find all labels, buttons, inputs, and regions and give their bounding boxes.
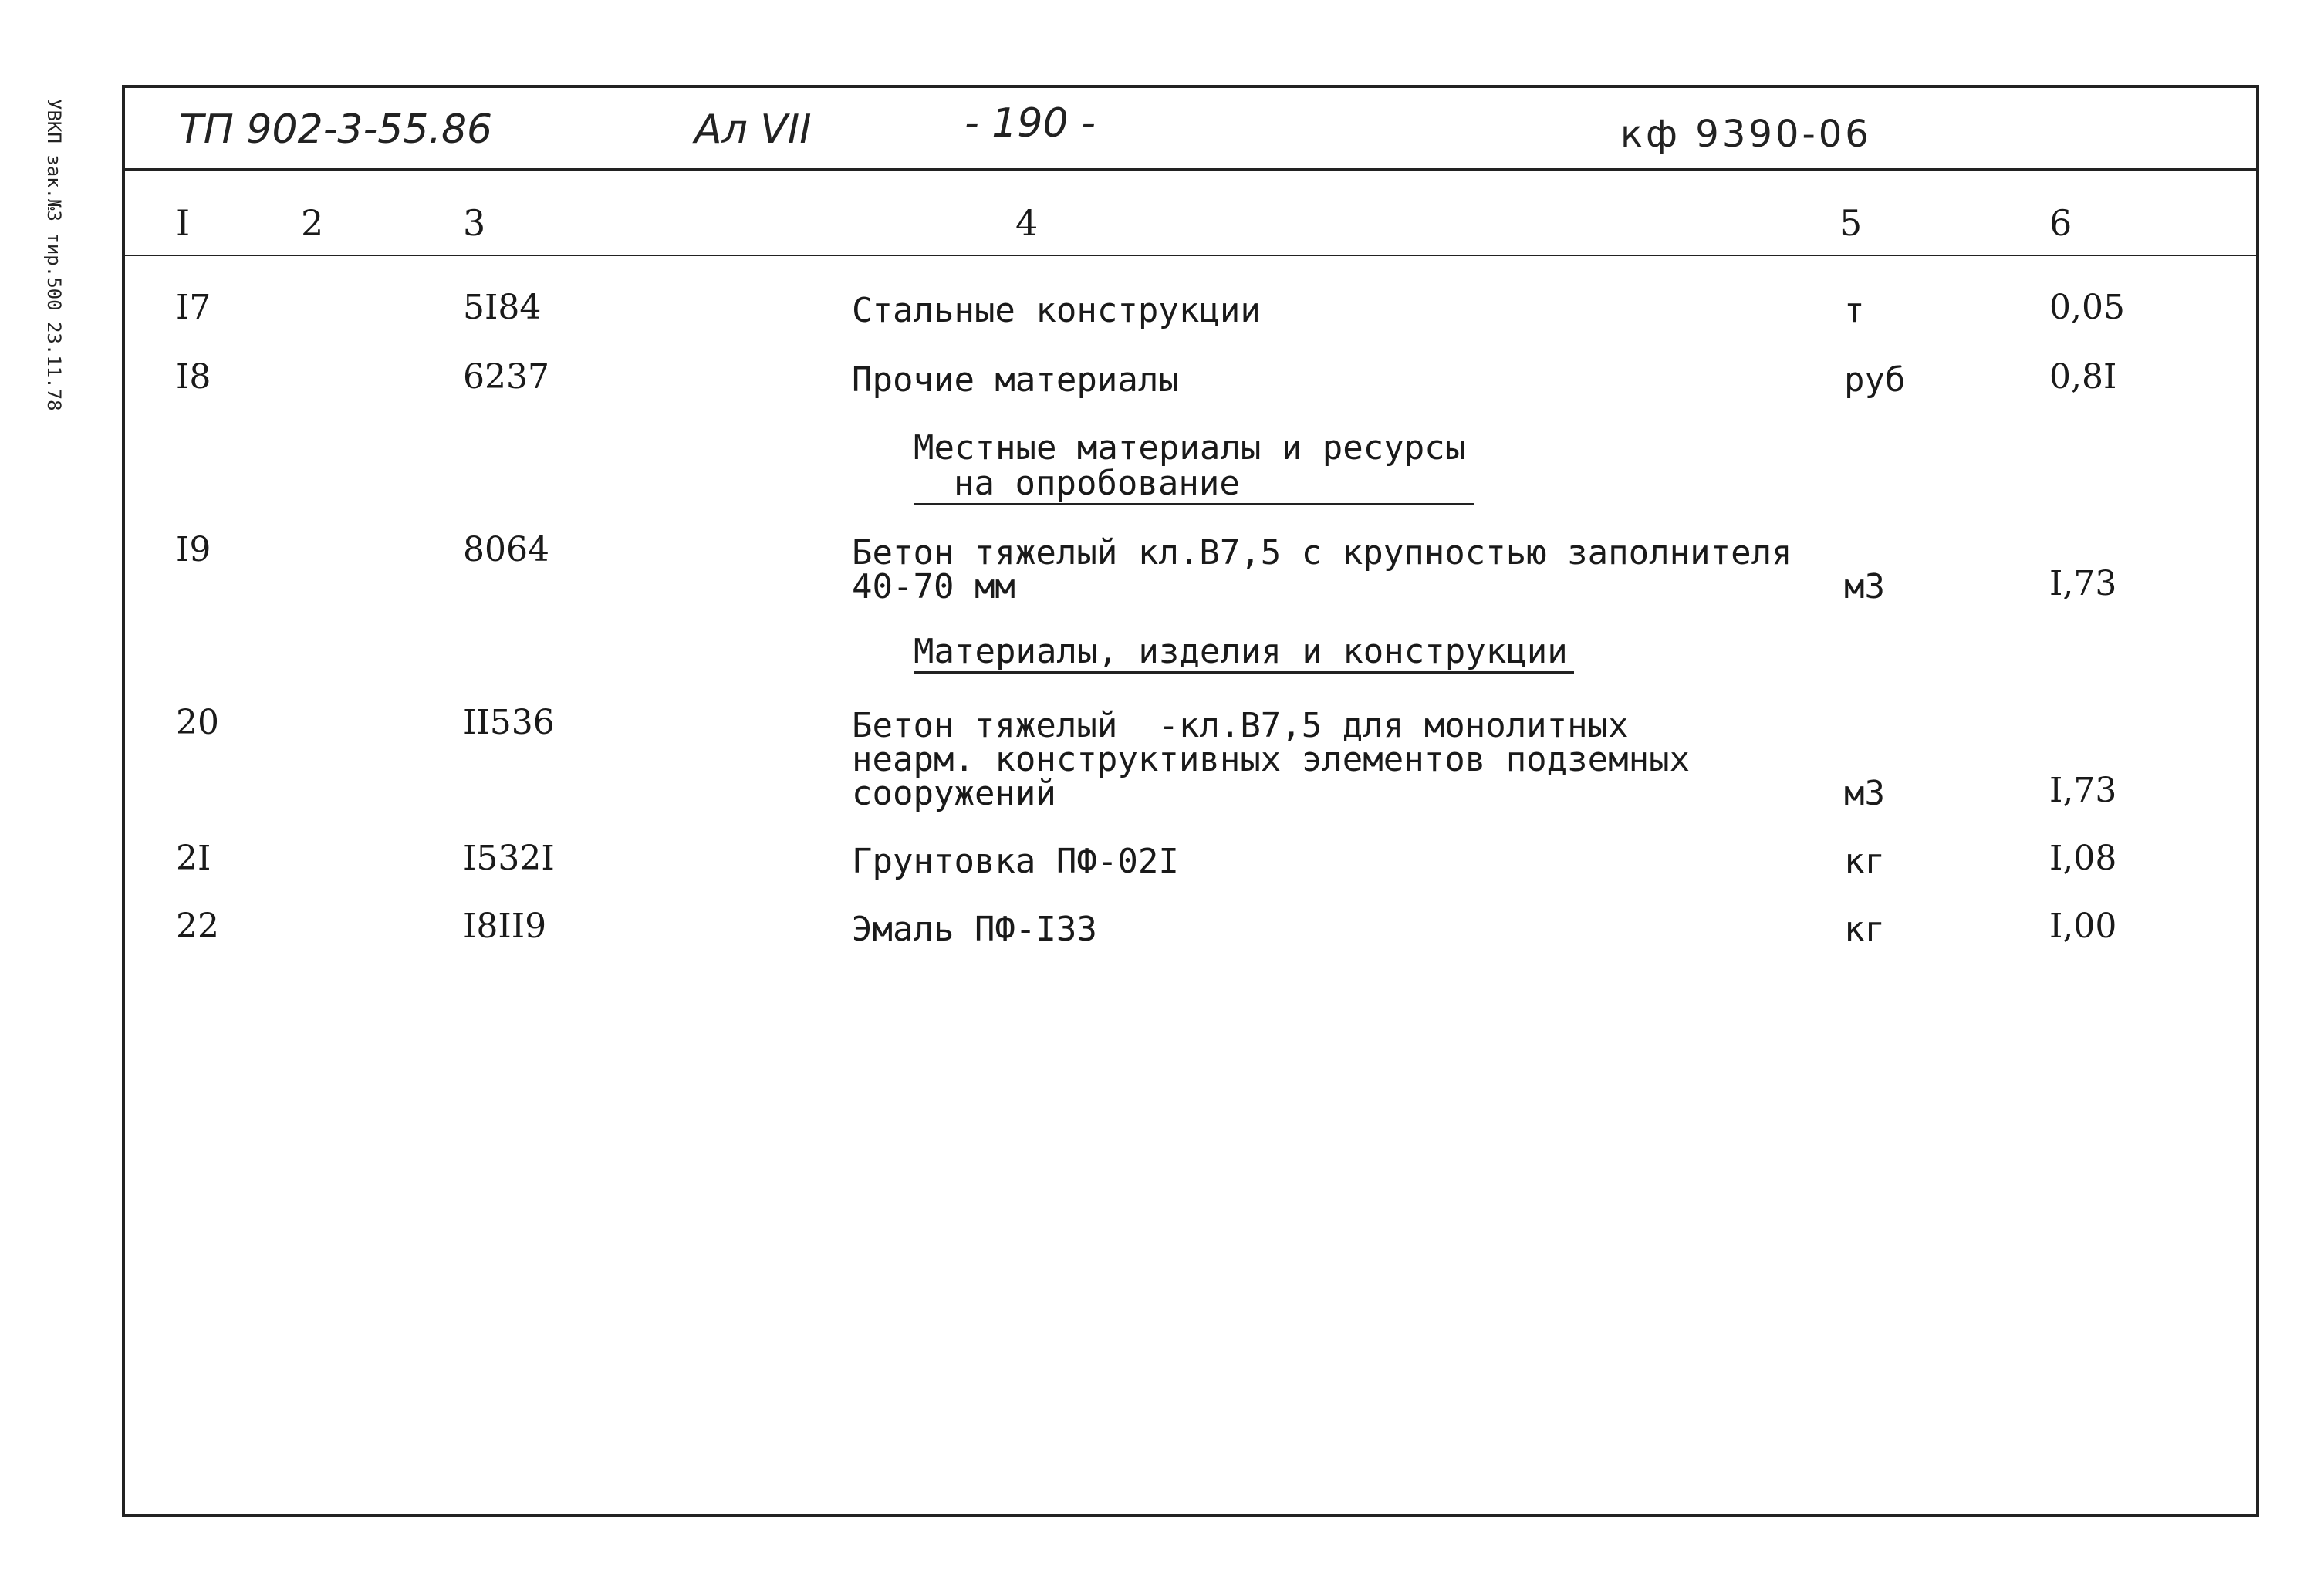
quantity: I,00	[2049, 907, 2117, 946]
resource-code: 5I84	[463, 288, 542, 327]
resource-code: 6237	[463, 357, 549, 397]
resource-code: I8II9	[463, 907, 547, 946]
section-underline	[914, 503, 1474, 505]
row-number: I8	[176, 357, 211, 397]
quantity: I,73	[2049, 771, 2117, 810]
column-header-5: 5	[1839, 202, 1863, 244]
column-header-1: I	[176, 202, 191, 244]
column-header-4: 4	[1015, 202, 1039, 244]
column-header-3: 3	[463, 202, 486, 244]
section-heading-local-materials: Местные материалы и ресурсы	[914, 428, 1466, 468]
resource-code: 8064	[463, 530, 549, 569]
page-number: - 190 -	[964, 100, 1096, 147]
resource-name: Бетон тяжелый кл.В7,5 с крупностью заполнителя	[852, 533, 1792, 572]
row-number: 2I	[176, 839, 211, 878]
resource-code: I532I	[463, 839, 555, 878]
unit: руб	[1844, 360, 1906, 400]
section-heading-materials: Материалы, изделия и конструкции	[914, 632, 1568, 671]
unit: м3	[1844, 774, 1885, 813]
quantity: I,08	[2049, 839, 2117, 878]
row-number: 20	[176, 703, 219, 742]
resource-name: Прочие материалы	[852, 360, 1179, 400]
print-stamp: УВКП зак.№3 тир.500 23.11.78	[43, 99, 65, 411]
document-code: кф 9390-06	[1620, 113, 1872, 156]
project-number: ТП 902-3-55.86	[179, 106, 493, 153]
quantity: 0,05	[2049, 288, 2125, 327]
quantity: 0,8I	[2049, 357, 2117, 397]
quantity: I,73	[2049, 564, 2117, 603]
row-number: I7	[176, 288, 211, 327]
resource-name-continued: 40-70 мм	[852, 567, 1015, 606]
column-header-divider	[123, 255, 2258, 256]
resource-code: II536	[463, 703, 555, 742]
unit: м3	[1844, 567, 1885, 606]
header-divider	[123, 168, 2258, 171]
unit: т	[1844, 291, 1865, 330]
unit: кг	[1844, 910, 1885, 949]
resource-name-continued: сооружений	[852, 774, 1056, 813]
column-header-6: 6	[2049, 202, 2072, 244]
resource-name: Эмаль ПФ-I33	[852, 910, 1097, 949]
row-number: I9	[176, 530, 211, 569]
unit: кг	[1844, 842, 1885, 881]
section-underline	[914, 671, 1574, 674]
section-heading-local-materials-line2: на опробование	[954, 464, 1240, 503]
resource-name-continued: неарм. конструктивных элементов подземных	[852, 740, 1691, 779]
resource-name: Стальные конструкции	[852, 291, 1261, 330]
resource-name: Грунтовка ПФ-02I	[852, 842, 1179, 881]
column-header-2: 2	[301, 202, 324, 244]
row-number: 22	[176, 907, 219, 946]
album-number: Ал VII	[694, 106, 812, 153]
resource-name: Бетон тяжелый -кл.В7,5 для монолитных	[852, 706, 1629, 745]
